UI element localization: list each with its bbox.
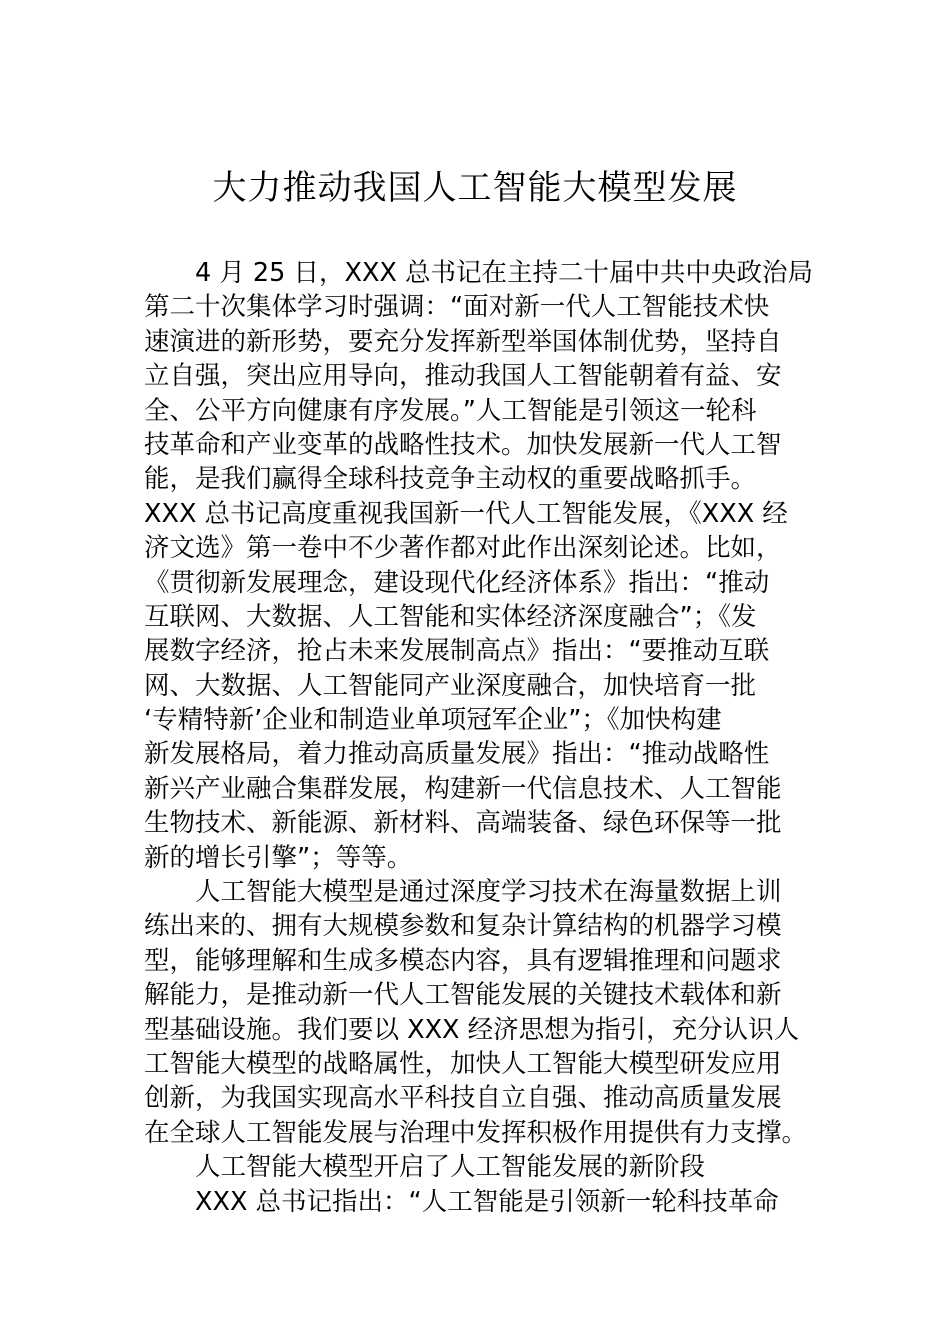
body-line: 立自强，突出应用导向，推动我国人工智能朝着有益、安 bbox=[144, 361, 782, 392]
body-line: 展数字经济，抢占未来发展制高点》指出：“要推动互联 bbox=[144, 636, 770, 667]
body-line: 在全球人工智能发展与治理中发挥积极作用提供有力支撑。 bbox=[144, 1117, 808, 1148]
body-line: 网、大数据、人工智能同产业深度融合，加快培育一批 bbox=[144, 670, 757, 701]
body-line: 型基础设施。我们要以 XXX 经济思想为指引，充分认识人 bbox=[144, 1014, 800, 1045]
body-line: 《贯彻新发展理念，建设现代化经济体系》指出：“推动 bbox=[144, 567, 770, 598]
body-line: 第二十次集体学习时强调：“面对新一代人工智能技术快 bbox=[144, 292, 770, 323]
body-line: 创新，为我国实现高水平科技自立自强、推动高质量发展 bbox=[144, 1083, 782, 1114]
body-line: 新兴产业融合集群发展，构建新一代信息技术、人工智能 bbox=[144, 773, 782, 804]
body-line: XXX 总书记指出：“人工智能是引领新一轮科技革命 bbox=[195, 1186, 779, 1217]
body-line: 工智能大模型的战略属性，加快人工智能大模型研发应用 bbox=[144, 1048, 782, 1079]
body-line: 型，能够理解和生成多模态内容，具有逻辑推理和问题求 bbox=[144, 945, 782, 976]
body-line: 济文选》第一卷中不少著作都对此作出深刻论述。比如， bbox=[144, 533, 782, 564]
body-line: 互联网、大数据、人工智能和实体经济深度融合”；《发 bbox=[144, 601, 757, 632]
body-line: XXX 总书记高度重视我国新一代人工智能发展，《XXX 经 bbox=[144, 498, 788, 529]
body-line: 生物技术、新能源、新材料、高端装备、绿色环保等一批 bbox=[144, 808, 782, 839]
document-body bbox=[144, 256, 824, 1219]
body-line: 新发展格局，着力推动高质量发展》指出：“推动战略性 bbox=[144, 739, 770, 770]
document-title: 大力推动我国人工智能大模型发展 bbox=[212, 168, 738, 208]
body-line: 能，是我们赢得全球科技竞争主动权的重要战略抓手。 bbox=[144, 464, 757, 495]
body-line: 练出来的、拥有大规模参数和复杂计算结构的机器学习模 bbox=[144, 911, 782, 942]
body-line: 解能力，是推动新一代人工智能发展的关键技术载体和新 bbox=[144, 980, 782, 1011]
body-line: ‘专精特新’企业和制造业单项冠军企业”；《加快构建 bbox=[144, 705, 722, 736]
body-line: 4 月 25 日，XXX 总书记在主持二十届中共中央政治局 bbox=[195, 258, 814, 288]
body-line: 全、公平方向健康有序发展。”人工智能是引领这一轮科 bbox=[144, 395, 757, 426]
body-line: 新的增长引擎”；等等。 bbox=[144, 842, 413, 873]
body-line: 技革命和产业变革的战略性技术。加快发展新一代人工智 bbox=[144, 429, 782, 460]
body-line: 速演进的新形势，要充分发挥新型举国体制优势，坚持自 bbox=[144, 326, 782, 357]
section-heading: 人工智能大模型开启了人工智能发展的新阶段 bbox=[195, 1152, 706, 1183]
body-line: 人工智能大模型是通过深度学习技术在海量数据上训 bbox=[195, 877, 782, 908]
